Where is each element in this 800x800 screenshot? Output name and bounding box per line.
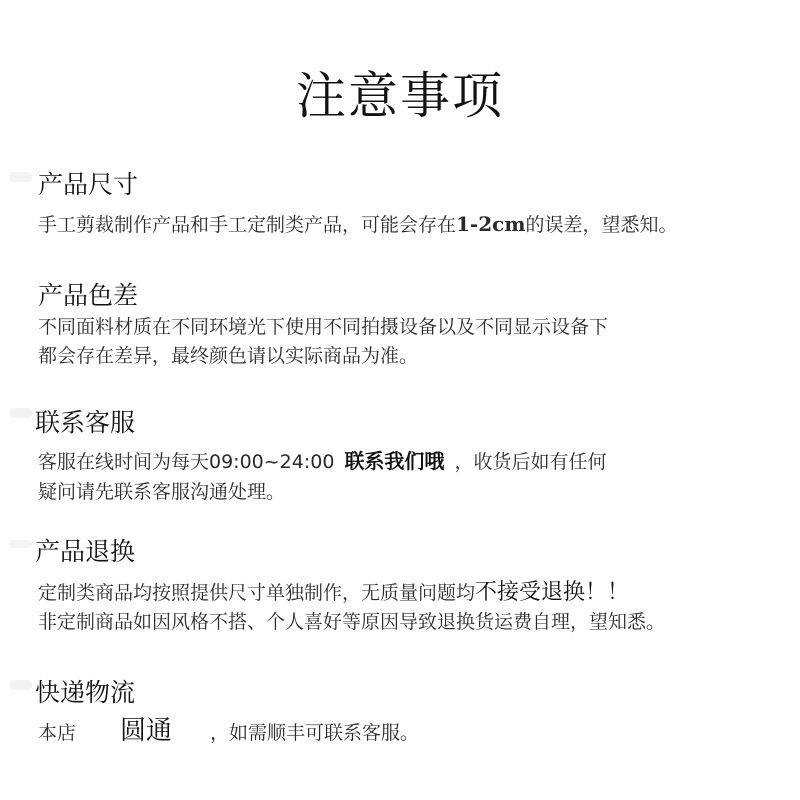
service-text-line-2: 疑问请先联系客服沟通处理。 [38, 481, 286, 503]
background-smudge [10, 540, 32, 548]
size-text-c: 的误差，望悉知。 [525, 214, 678, 236]
section-heading-shipping: 快递物流 [35, 678, 136, 707]
section-heading-size: 产品尺寸 [38, 170, 139, 199]
size-tolerance: 1-2cm [456, 212, 526, 236]
service-hours: 客服在线时间为每天09:00~24:00 [38, 451, 335, 473]
service-text-line-1 [38, 445, 606, 474]
return-text-line-1 [38, 575, 629, 606]
return-text-line-2: 非定制商品如因风格不搭、个人喜好等原因导致退换货运费自理，望知悉。 [38, 611, 666, 633]
section-heading-service: 联系客服 [35, 408, 136, 437]
background-smudge [10, 172, 32, 182]
shipping-text-c: ，如需顺丰可联系客服。 [210, 722, 420, 744]
no-return-notice: 不接受退换！！ [475, 580, 630, 605]
size-text-line [38, 210, 678, 237]
background-smudge [10, 680, 32, 690]
section-heading-return: 产品退换 [35, 537, 136, 566]
return-text-a: 定制类商品均按照提供尺寸单独制作，无质量问题均 [38, 582, 476, 604]
size-text-a: 手工剪裁制作产品和手工定制类产品，可能会存在 [38, 214, 457, 236]
contact-us-text: 联系我们哦 [344, 449, 445, 473]
section-heading-color: 产品色差 [38, 281, 139, 310]
shipping-text-a: 本店 [38, 722, 77, 744]
color-text-line-2: 都会存在差异，最终颜色请以实际商品为准。 [38, 345, 419, 367]
color-text-line-1: 不同面料材质在不同环境光下使用不同拍摄设备以及不同显示设备下 [38, 316, 609, 338]
background-smudge [10, 408, 32, 418]
page-title: 注意事项 [296, 67, 504, 125]
courier-name: 圆通 [120, 716, 173, 746]
service-text-c: ，收货后如有任何 [454, 451, 607, 473]
shipping-text-line [38, 710, 419, 747]
